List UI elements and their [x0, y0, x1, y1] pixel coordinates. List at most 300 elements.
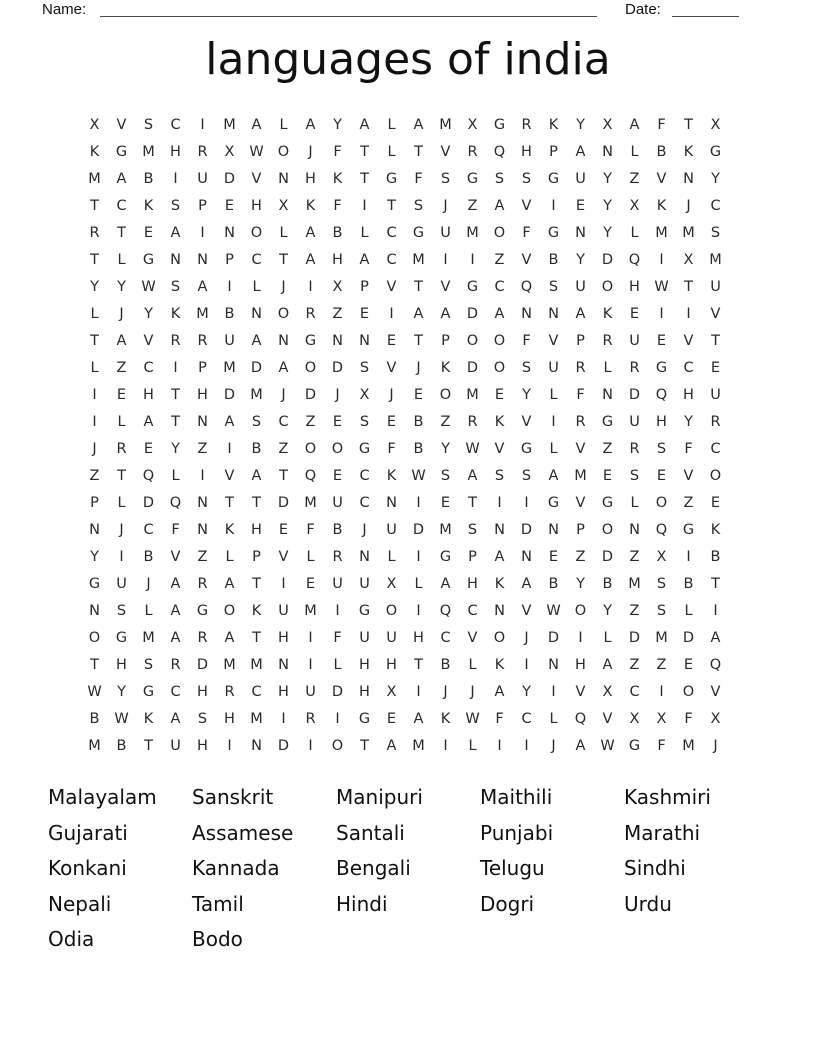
grid-cell[interactable]: O [574, 602, 587, 619]
grid-cell[interactable]: K [494, 656, 505, 673]
grid-cell[interactable]: N [548, 305, 559, 322]
grid-cell[interactable]: W [465, 710, 480, 727]
grid-cell[interactable]: I [173, 170, 178, 187]
grid-cell[interactable]: I [92, 413, 97, 430]
grid-cell[interactable]: K [602, 305, 613, 322]
grid-cell[interactable]: C [386, 251, 397, 268]
grid-cell[interactable]: P [198, 359, 207, 376]
grid-cell[interactable]: U [332, 494, 343, 511]
grid-cell[interactable]: R [224, 683, 235, 700]
grid-cell[interactable]: D [628, 629, 641, 646]
grid-cell[interactable]: D [628, 386, 641, 403]
grid-cell[interactable]: J [524, 629, 529, 646]
grid-cell[interactable]: A [224, 575, 235, 592]
grid-cell[interactable]: J [443, 683, 448, 700]
grid-cell[interactable]: O [601, 521, 614, 538]
grid-cell[interactable]: V [548, 332, 559, 349]
grid-cell[interactable]: S [116, 602, 127, 619]
grid-cell[interactable]: A [440, 575, 451, 592]
grid-cell[interactable]: N [521, 305, 532, 322]
grid-cell[interactable]: I [551, 683, 556, 700]
grid-cell[interactable]: W [465, 440, 480, 457]
grid-cell[interactable]: F [576, 386, 585, 403]
grid-cell[interactable]: Y [576, 116, 585, 133]
grid-cell[interactable]: Z [278, 440, 289, 457]
grid-cell[interactable]: O [88, 629, 101, 646]
grid-cell[interactable]: T [279, 467, 288, 484]
grid-cell[interactable]: Y [711, 170, 720, 187]
grid-cell[interactable]: M [439, 521, 452, 538]
grid-cell[interactable]: T [684, 278, 693, 295]
grid-cell[interactable]: A [224, 413, 235, 430]
grid-cell[interactable]: R [197, 332, 208, 349]
grid-cell[interactable]: T [171, 413, 180, 430]
grid-cell[interactable]: N [359, 548, 370, 565]
grid-cell[interactable]: R [467, 413, 478, 430]
grid-cell[interactable]: I [362, 197, 367, 214]
grid-cell[interactable]: I [659, 683, 664, 700]
grid-cell[interactable]: R [629, 440, 640, 457]
grid-cell[interactable]: Y [684, 413, 693, 430]
grid-cell[interactable]: I [524, 494, 529, 511]
grid-cell[interactable]: J [335, 386, 340, 403]
grid-cell[interactable]: S [440, 467, 451, 484]
grid-cell[interactable]: K [305, 197, 316, 214]
grid-cell[interactable]: F [333, 143, 342, 160]
grid-cell[interactable]: F [171, 521, 180, 538]
grid-cell[interactable]: R [575, 413, 586, 430]
grid-cell[interactable]: L [387, 548, 396, 565]
grid-cell[interactable]: E [359, 305, 370, 322]
grid-cell[interactable]: U [575, 278, 586, 295]
grid-cell[interactable]: U [548, 359, 559, 376]
grid-cell[interactable]: A [143, 413, 154, 430]
grid-cell[interactable]: K [224, 521, 235, 538]
grid-cell[interactable]: F [495, 710, 504, 727]
grid-cell[interactable]: L [630, 494, 639, 511]
grid-cell[interactable]: V [710, 305, 721, 322]
grid-cell[interactable]: P [360, 278, 369, 295]
grid-cell[interactable]: Y [522, 683, 531, 700]
grid-cell[interactable]: H [278, 683, 289, 700]
grid-cell[interactable]: M [439, 116, 452, 133]
grid-cell[interactable]: T [468, 494, 477, 511]
grid-cell[interactable]: C [683, 359, 694, 376]
grid-cell[interactable]: Y [117, 278, 126, 295]
grid-cell[interactable]: X [278, 197, 289, 214]
grid-cell[interactable]: E [332, 467, 343, 484]
grid-cell[interactable]: C [440, 629, 451, 646]
grid-cell[interactable]: E [656, 467, 667, 484]
grid-cell[interactable]: A [197, 278, 208, 295]
grid-cell[interactable]: J [281, 278, 286, 295]
grid-cell[interactable]: V [575, 683, 586, 700]
grid-cell[interactable]: Z [494, 251, 505, 268]
grid-cell[interactable]: Y [522, 386, 531, 403]
grid-cell[interactable]: I [173, 359, 178, 376]
grid-cell[interactable]: T [414, 332, 423, 349]
grid-cell[interactable]: J [308, 143, 313, 160]
grid-cell[interactable]: G [601, 494, 614, 511]
grid-cell[interactable]: L [117, 413, 126, 430]
date-blank-line[interactable] [672, 0, 739, 17]
grid-cell[interactable]: G [115, 629, 128, 646]
grid-cell[interactable]: R [197, 629, 208, 646]
grid-cell[interactable]: F [522, 332, 531, 349]
grid-cell[interactable]: C [251, 683, 262, 700]
grid-cell[interactable]: F [684, 710, 693, 727]
grid-cell[interactable]: T [279, 251, 288, 268]
grid-cell[interactable]: L [306, 548, 315, 565]
grid-cell[interactable]: H [143, 386, 154, 403]
grid-cell[interactable]: A [413, 305, 424, 322]
grid-cell[interactable]: N [224, 224, 235, 241]
grid-cell[interactable]: O [493, 359, 506, 376]
grid-cell[interactable]: I [443, 251, 448, 268]
grid-cell[interactable]: E [602, 467, 613, 484]
grid-cell[interactable]: S [359, 413, 370, 430]
grid-cell[interactable]: G [358, 710, 371, 727]
grid-cell[interactable]: C [170, 116, 181, 133]
grid-cell[interactable]: B [224, 305, 235, 322]
grid-cell[interactable]: C [143, 359, 154, 376]
grid-cell[interactable]: L [630, 143, 639, 160]
grid-cell[interactable]: R [170, 656, 181, 673]
grid-cell[interactable]: H [386, 656, 397, 673]
grid-cell[interactable]: U [170, 737, 181, 754]
grid-cell[interactable]: X [683, 251, 694, 268]
grid-cell[interactable]: Y [90, 548, 99, 565]
grid-cell[interactable]: V [386, 278, 397, 295]
grid-cell[interactable]: A [494, 305, 505, 322]
grid-cell[interactable]: B [116, 737, 127, 754]
grid-cell[interactable]: R [467, 143, 478, 160]
grid-cell[interactable]: B [332, 521, 343, 538]
grid-cell[interactable]: S [521, 359, 532, 376]
grid-cell[interactable]: B [251, 440, 262, 457]
grid-cell[interactable]: M [682, 737, 695, 754]
grid-cell[interactable]: U [629, 332, 640, 349]
grid-cell[interactable]: G [142, 251, 155, 268]
grid-cell[interactable]: O [385, 602, 398, 619]
grid-cell[interactable]: Y [171, 440, 180, 457]
grid-cell[interactable]: K [170, 305, 181, 322]
grid-cell[interactable]: T [360, 737, 369, 754]
grid-cell[interactable]: I [119, 548, 124, 565]
grid-cell[interactable]: G [88, 575, 101, 592]
grid-cell[interactable]: K [332, 170, 343, 187]
grid-cell[interactable]: Y [90, 278, 99, 295]
grid-cell[interactable]: A [305, 224, 316, 241]
grid-cell[interactable]: D [601, 548, 614, 565]
grid-cell[interactable]: I [497, 737, 502, 754]
grid-cell[interactable]: U [305, 683, 316, 700]
grid-cell[interactable]: U [359, 629, 370, 646]
grid-cell[interactable]: E [656, 332, 667, 349]
grid-cell[interactable]: I [335, 710, 340, 727]
grid-cell[interactable]: I [200, 116, 205, 133]
grid-cell[interactable]: M [250, 656, 263, 673]
grid-cell[interactable]: T [90, 332, 99, 349]
grid-cell[interactable]: N [251, 737, 262, 754]
grid-cell[interactable]: E [440, 494, 451, 511]
grid-cell[interactable]: M [304, 494, 317, 511]
grid-cell[interactable]: L [90, 305, 99, 322]
grid-cell[interactable]: H [683, 386, 694, 403]
grid-cell[interactable]: N [251, 305, 262, 322]
grid-cell[interactable]: Q [304, 467, 317, 484]
grid-cell[interactable]: U [386, 629, 397, 646]
grid-cell[interactable]: N [89, 602, 100, 619]
grid-cell[interactable]: R [116, 440, 127, 457]
grid-cell[interactable]: J [470, 683, 475, 700]
grid-cell[interactable]: Y [603, 602, 612, 619]
grid-cell[interactable]: B [683, 575, 694, 592]
grid-cell[interactable]: J [146, 575, 151, 592]
grid-cell[interactable]: H [656, 413, 667, 430]
grid-cell[interactable]: H [170, 143, 181, 160]
grid-cell[interactable]: S [440, 170, 451, 187]
grid-cell[interactable]: F [306, 521, 315, 538]
grid-cell[interactable]: L [387, 143, 396, 160]
grid-cell[interactable]: A [602, 656, 613, 673]
grid-cell[interactable]: V [710, 683, 721, 700]
grid-cell[interactable]: I [389, 305, 394, 322]
grid-cell[interactable]: I [416, 494, 421, 511]
grid-cell[interactable]: I [281, 710, 286, 727]
grid-cell[interactable]: W [654, 278, 669, 295]
grid-cell[interactable]: F [522, 224, 531, 241]
grid-cell[interactable]: F [333, 629, 342, 646]
grid-cell[interactable]: T [414, 143, 423, 160]
grid-cell[interactable]: L [630, 224, 639, 241]
grid-cell[interactable]: X [224, 143, 235, 160]
grid-cell[interactable]: A [251, 332, 262, 349]
grid-cell[interactable]: S [359, 359, 370, 376]
grid-cell[interactable]: S [170, 197, 181, 214]
grid-cell[interactable]: V [521, 413, 532, 430]
grid-cell[interactable]: C [521, 710, 532, 727]
grid-cell[interactable]: Z [197, 548, 208, 565]
grid-cell[interactable]: S [494, 467, 505, 484]
grid-cell[interactable]: F [333, 197, 342, 214]
grid-cell[interactable]: E [710, 359, 721, 376]
grid-cell[interactable]: A [170, 224, 181, 241]
grid-cell[interactable]: N [548, 656, 559, 673]
grid-cell[interactable]: N [197, 521, 208, 538]
grid-cell[interactable]: R [629, 359, 640, 376]
grid-cell[interactable]: A [170, 575, 181, 592]
grid-cell[interactable]: A [710, 629, 721, 646]
grid-cell[interactable]: Y [117, 683, 126, 700]
grid-cell[interactable]: N [332, 332, 343, 349]
grid-cell[interactable]: I [227, 737, 232, 754]
grid-cell[interactable]: S [143, 116, 154, 133]
grid-cell[interactable]: Z [89, 467, 100, 484]
grid-cell[interactable]: I [524, 656, 529, 673]
grid-cell[interactable]: V [602, 710, 613, 727]
grid-cell[interactable]: T [414, 278, 423, 295]
grid-cell[interactable]: P [441, 332, 450, 349]
grid-cell[interactable]: N [359, 332, 370, 349]
grid-cell[interactable]: M [628, 575, 641, 592]
grid-cell[interactable]: Y [576, 575, 585, 592]
grid-cell[interactable]: B [656, 143, 667, 160]
grid-cell[interactable]: M [412, 251, 425, 268]
grid-cell[interactable]: O [250, 224, 263, 241]
grid-cell[interactable]: C [359, 494, 370, 511]
grid-cell[interactable]: B [89, 710, 100, 727]
grid-cell[interactable]: M [304, 602, 317, 619]
grid-cell[interactable]: D [466, 305, 479, 322]
grid-cell[interactable]: O [304, 359, 317, 376]
grid-cell[interactable]: D [547, 629, 560, 646]
grid-cell[interactable]: I [308, 656, 313, 673]
grid-cell[interactable]: A [494, 548, 505, 565]
grid-cell[interactable]: L [684, 602, 693, 619]
grid-cell[interactable]: C [629, 683, 640, 700]
grid-cell[interactable]: G [115, 143, 128, 160]
grid-cell[interactable]: G [655, 359, 668, 376]
grid-cell[interactable]: I [227, 278, 232, 295]
grid-cell[interactable]: S [413, 197, 424, 214]
grid-cell[interactable]: V [494, 440, 505, 457]
grid-cell[interactable]: F [657, 116, 666, 133]
grid-cell[interactable]: V [683, 332, 694, 349]
grid-cell[interactable]: D [277, 494, 290, 511]
grid-cell[interactable]: E [386, 710, 397, 727]
grid-cell[interactable]: G [466, 278, 479, 295]
grid-cell[interactable]: T [252, 494, 261, 511]
grid-cell[interactable]: S [494, 170, 505, 187]
grid-cell[interactable]: G [628, 737, 641, 754]
grid-cell[interactable]: W [114, 710, 129, 727]
grid-cell[interactable]: D [412, 521, 425, 538]
grid-cell[interactable]: I [200, 467, 205, 484]
grid-cell[interactable]: L [387, 116, 396, 133]
grid-cell[interactable]: Q [169, 494, 182, 511]
grid-cell[interactable]: K [251, 602, 262, 619]
grid-cell[interactable]: A [386, 737, 397, 754]
grid-cell[interactable]: T [90, 197, 99, 214]
grid-cell[interactable]: D [682, 629, 695, 646]
grid-cell[interactable]: D [331, 359, 344, 376]
grid-cell[interactable]: Q [628, 251, 641, 268]
grid-cell[interactable]: M [250, 386, 263, 403]
grid-cell[interactable]: U [197, 170, 208, 187]
grid-cell[interactable]: M [88, 170, 101, 187]
grid-cell[interactable]: C [494, 278, 505, 295]
grid-cell[interactable]: C [710, 197, 721, 214]
grid-cell[interactable]: L [144, 602, 153, 619]
grid-cell[interactable]: V [575, 440, 586, 457]
grid-cell[interactable]: K [440, 710, 451, 727]
grid-cell[interactable]: I [659, 305, 664, 322]
grid-cell[interactable]: Y [441, 440, 450, 457]
grid-cell[interactable]: G [682, 521, 695, 538]
grid-cell[interactable]: S [251, 413, 262, 430]
grid-cell[interactable]: S [710, 224, 721, 241]
grid-cell[interactable]: S [197, 710, 208, 727]
grid-cell[interactable]: V [278, 548, 289, 565]
grid-cell[interactable]: R [521, 116, 532, 133]
grid-cell[interactable]: V [575, 494, 586, 511]
grid-cell[interactable]: E [710, 494, 721, 511]
grid-cell[interactable]: B [143, 548, 154, 565]
grid-cell[interactable]: T [225, 494, 234, 511]
grid-cell[interactable]: R [170, 332, 181, 349]
grid-cell[interactable]: S [521, 467, 532, 484]
grid-cell[interactable]: A [467, 467, 478, 484]
grid-cell[interactable]: H [359, 683, 370, 700]
grid-cell[interactable]: J [389, 386, 394, 403]
grid-cell[interactable]: A [116, 332, 127, 349]
grid-cell[interactable]: X [656, 710, 667, 727]
grid-cell[interactable]: E [629, 305, 640, 322]
grid-cell[interactable]: D [331, 683, 344, 700]
grid-cell[interactable]: M [88, 737, 101, 754]
grid-cell[interactable]: B [602, 575, 613, 592]
grid-cell[interactable]: U [224, 332, 235, 349]
grid-cell[interactable]: A [494, 683, 505, 700]
grid-cell[interactable]: I [497, 494, 502, 511]
grid-cell[interactable]: Y [603, 197, 612, 214]
grid-cell[interactable]: W [600, 737, 615, 754]
grid-cell[interactable]: S [629, 467, 640, 484]
grid-cell[interactable]: V [224, 467, 235, 484]
grid-cell[interactable]: K [683, 143, 694, 160]
grid-cell[interactable]: B [710, 548, 721, 565]
grid-cell[interactable]: F [387, 440, 396, 457]
grid-cell[interactable]: X [710, 710, 721, 727]
grid-cell[interactable]: J [119, 305, 124, 322]
grid-cell[interactable]: I [713, 602, 718, 619]
name-blank-line[interactable] [100, 0, 597, 17]
grid-cell[interactable]: X [602, 116, 613, 133]
grid-cell[interactable]: J [92, 440, 97, 457]
grid-cell[interactable]: O [439, 386, 452, 403]
grid-cell[interactable]: D [520, 521, 533, 538]
grid-cell[interactable]: H [305, 170, 316, 187]
grid-cell[interactable]: N [170, 251, 181, 268]
grid-cell[interactable]: I [200, 224, 205, 241]
grid-cell[interactable]: P [198, 197, 207, 214]
grid-cell[interactable]: M [466, 224, 479, 241]
grid-cell[interactable]: L [468, 737, 477, 754]
grid-cell[interactable]: R [305, 305, 316, 322]
grid-cell[interactable]: A [170, 602, 181, 619]
grid-cell[interactable]: Y [144, 305, 153, 322]
grid-cell[interactable]: A [116, 170, 127, 187]
grid-cell[interactable]: X [656, 548, 667, 565]
grid-cell[interactable]: S [521, 170, 532, 187]
grid-cell[interactable]: N [278, 332, 289, 349]
grid-cell[interactable]: L [333, 656, 342, 673]
grid-cell[interactable]: L [603, 359, 612, 376]
grid-cell[interactable]: M [655, 629, 668, 646]
grid-cell[interactable]: O [682, 683, 695, 700]
grid-cell[interactable]: G [412, 224, 425, 241]
grid-cell[interactable]: W [411, 467, 426, 484]
grid-cell[interactable]: O [709, 467, 722, 484]
grid-cell[interactable]: E [305, 575, 316, 592]
grid-cell[interactable]: R [575, 359, 586, 376]
grid-cell[interactable]: L [90, 359, 99, 376]
grid-cell[interactable]: P [576, 521, 585, 538]
grid-cell[interactable]: V [386, 359, 397, 376]
grid-cell[interactable]: C [116, 197, 127, 214]
grid-cell[interactable]: N [386, 494, 397, 511]
